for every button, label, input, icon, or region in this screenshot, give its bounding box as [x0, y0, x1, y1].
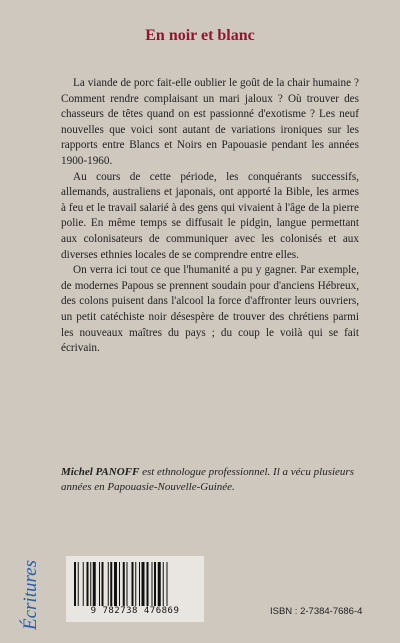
barcode-bar	[163, 562, 164, 606]
barcode-number: 9 782738 476869	[90, 606, 180, 616]
barcode-bar	[154, 562, 156, 606]
barcode-bar	[74, 562, 76, 606]
barcode-bar	[147, 562, 149, 606]
author-bio: est ethnologue professionnel. Il a vécu plusieurs années en Papouasie-Nouvelle-Guinée.	[61, 466, 354, 493]
barcode-bar	[139, 562, 140, 606]
barcode-bar	[152, 562, 153, 606]
barcode-bar	[132, 562, 134, 606]
author-name: Michel PANOFF	[61, 466, 140, 478]
barcode-bar	[102, 562, 104, 606]
blurb-paragraph-3: On verra ici tout ce que l'humanité a pu y gagner. Par exemple, de modernes Papous se prennent soudain pour d'anciens Hébreux, des colons puisent dans l'alcool la force d'affronter leurs ouvriers, un petit catéchiste noir désespère de trouver des chrétiens parmi les nouveaux maîtres du pays ; du coup le voilà qui se fait écrivain.	[61, 264, 359, 355]
publisher-logo	[14, 540, 44, 632]
isbn: ISBN : 2-7384-7686-4	[270, 606, 363, 617]
barcode-bar	[108, 562, 109, 606]
barcode-bar	[167, 562, 168, 606]
barcode-bar	[93, 562, 96, 606]
barcode-bar	[119, 562, 120, 606]
barcode-bar	[90, 562, 91, 606]
author-note	[61, 465, 361, 495]
barcode-bar	[158, 562, 161, 606]
barcode-bar	[78, 562, 79, 606]
barcode-bar	[83, 562, 84, 606]
blurb-paragraph-1: La viande de porc fait-elle oublier le goût de la chair humaine ? Comment rendre complaisant un mari jaloux ? Où trouver des chasseurs de têtes quand on est passionné d'exotisme ? Les neuf nouvelles que voici sont autant de variations ironiques sur les rapports entre Blancs et Noirs en Papouasie pendant les années 1900-1960.	[61, 77, 359, 167]
publisher-logo-text: Écritures	[20, 559, 41, 630]
barcode-bar	[142, 562, 145, 606]
barcode-bar	[135, 562, 136, 606]
barcode-bars	[74, 562, 196, 606]
barcode-bar	[123, 562, 125, 606]
barcode-bar	[110, 562, 112, 606]
blurb	[61, 76, 359, 357]
blurb-paragraph-2: Au cours de cette période, les conquérants successifs, allemands, australiens et japonais, ont apporté la Bible, les armes à feu et le travail salarié à des gens qui vivaient à l'âge de la pierre polie. En même temps se diffusait le pidgin, langue permettant aux colonisateurs de communiquer avec les colonisés et aux diverses ethnies locales de se comprendre entre elles.	[61, 170, 359, 261]
barcode-bar	[114, 562, 117, 606]
barcode-bar	[99, 562, 100, 606]
barcode-bar	[127, 562, 128, 606]
barcode	[66, 556, 204, 622]
barcode-bar	[87, 562, 89, 606]
book-title: En noir et blanc	[145, 27, 255, 44]
